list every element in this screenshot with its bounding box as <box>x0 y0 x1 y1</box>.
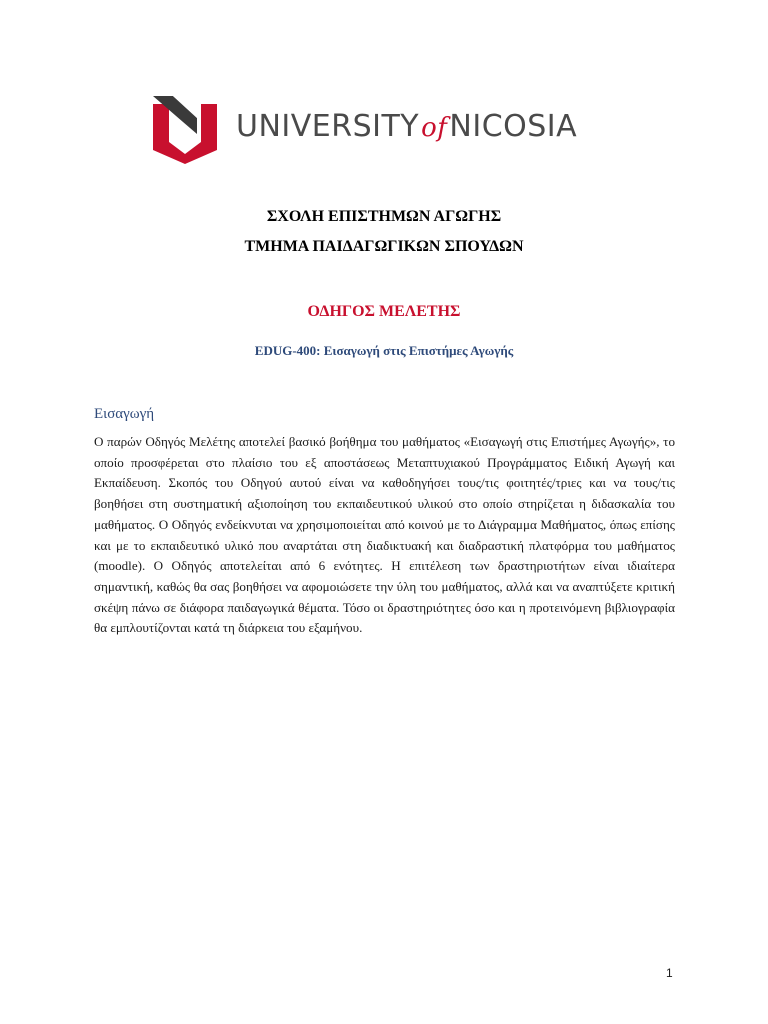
logo-word-of: of <box>421 113 448 143</box>
logo-word-university: UNIVERSITY <box>236 109 420 144</box>
introduction-heading: Εισαγωγή <box>94 406 155 422</box>
department-heading: ΤΜΗΜΑ ΠΑΙΔΑΓΩΓΙΚΩΝ ΣΠΟΥΔΩΝ <box>244 238 524 255</box>
introduction-paragraph: Ο παρών Οδηγός Μελέτης αποτελεί βασικό βοήθημα του μαθήματος «Εισαγωγή στις Επιστήμες Αγωγής», το οποίο προσφέρεται στο πλαίσιο του εξ αποστάσεως Μεταπτυχιακού Προγράμματος Ειδική Αγωγή και Εκπαίδευση. Σκοπός του Οδηγού αυτού είναι να καθοδηγήσει τους/τις φοιτητές/τριες και να τους/τις βοηθήσει στη συστηματική αξιοποίηση του εκπαιδευτικού υλικού στο οποίο στηρίζεται η διδασκαλία του μαθήματος. Ο Οδηγός ενδείκνυται να χρησιμοποιείται από κοινού με το Διάγραμμα Μαθήματος, όπως επίσης και με το εκπαιδευτικό υλικό που αναρτάται στη διαδικτυακή και διαδραστική πλατφόρμα του μαθήματος (moodle). Ο Οδηγός αποτελείται από 6 ενότητες. Η επιτέλεση των δραστηριοτήτων είναι ιδιαίτερα σημαντική, καθώς θα σας βοηθήσει να αφομοιώσετε την ύλη του μαθήματος, αλλά και να αναπτύξετε κριτική σκέψη πάνω σε διάφορα παιδαγωγικά θέματα. Τόσο οι δραστηριότητες όσο και η προτεινόμενη βιβλιογραφία θα εμπλουτίζονται κατά τη διάρκεια του εξαμήνου. <box>94 434 675 636</box>
logo-word-nicosia: NICOSIA <box>449 109 578 144</box>
study-guide-title: ΟΔΗΓΟΣ ΜΕΛΕΤΗΣ <box>307 303 461 320</box>
course-title: EDUG-400: Εισαγωγή στις Επιστήμες Αγωγής <box>254 343 514 358</box>
university-logo <box>153 96 623 166</box>
school-heading: ΣΧΟΛΗ ΕΠΙΣΤΗΜΩΝ ΑΓΩΓΗΣ <box>266 208 502 225</box>
university-shield-icon <box>153 96 217 164</box>
logo-wordmark <box>236 109 577 144</box>
page-number: 1 <box>666 966 673 980</box>
